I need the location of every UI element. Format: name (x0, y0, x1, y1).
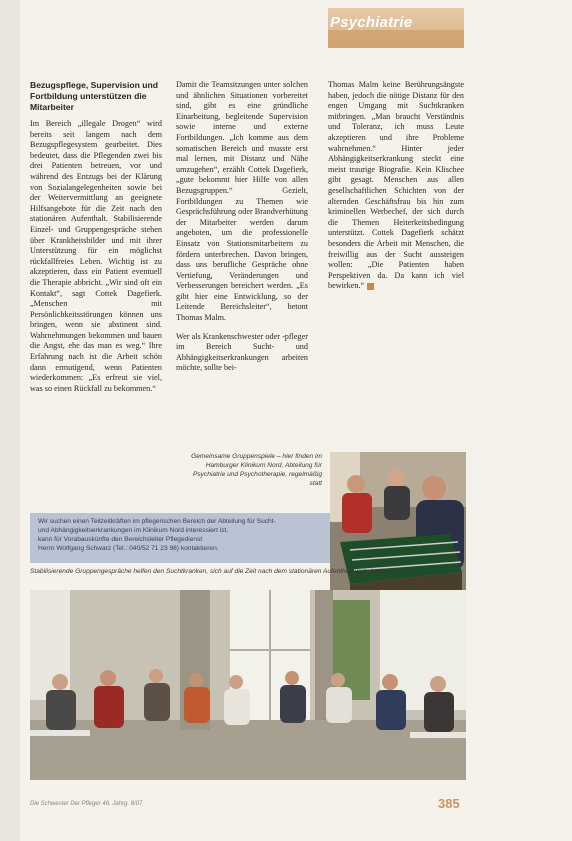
group-session-photo (30, 590, 466, 780)
journal-footer: Die Schwester Der Pfleger 46. Jahrg. 8/07 (30, 801, 143, 807)
page-margin (0, 0, 20, 841)
article-paragraph: Damit die Teamsitzungen unter solchen und ähnlichen Situationen vorbereitet sind, gibt es eine gründliche Einarbeitung, begleitende Supervision sowie interne und externe Fortbildungen. „Ich komme aus dem somatischen Bereich und musste erst mal lernen, mit Distanz und Nähe umzugehen“, erzählt Cottek Dagefierk, „gute bekommt hier Hilfe von allen Bezugsgruppen.“ Gezielt, Fortbildungen zu Themen wie Gesprächsführung oder Brandverhütung der Mitarbeiter werden darum angeboten, um die professionelle Einsatz von Stationsmitarbeitern zu fördern unterbrechen. Davon bringen, dass uns berufliche Gespräche ohne Vertiefung, Veränderungen und Verbesserungen bereichert werden. „Es gibt hier eine Entwicklung, so der Leitende Bereichsleiter“, betont Thomas Malm. (176, 80, 308, 323)
article-paragraph (328, 80, 464, 292)
end-of-article-square-icon (367, 283, 374, 290)
info-line: und Abhängigkeitserkrankungen im Klinikum Nord interessiert ist, (38, 527, 229, 534)
kicker-photo-caption: Gemeinsame Gruppenspiele – hier finden im Hamburger Klinikum Nord, Abteilung für Psychiatrie und Psychotherapie, regelmäßig statt (191, 453, 322, 487)
article-paragraph: Im Bereich „illegale Drogen“ wird bereits seit langem nach dem Bezugspflegesystem gearbeitet. Dies bedeutet, dass die Pflegenden zwei bis drei Patienten betreuen, vor und während des Entzugs bei der Klärung von Sozialangelegenheiten sowie bei der Weitervermittlung an geeignete Hilfsangebote für die Zeit nach den stationären Aufenthalt. Stabilisierende Einzel- und Gruppengespräche stehen über Krankheitsbilder und mit ihrer Unterstützung für ein möglichst rückfallfreies Leben. Wichtig ist zu akzeptieren, dass ein Patient eventuell die Therapie abbricht. „Wir sind oft ein Kontakt“, sagt Cottek Dagefierk. „Menschen mit Persönlichkeitsstörungen können uns bringen, wenn sie abstinent sind. Wahrnehmungen bekommen und bauen die Angst, ehe das man es weg.“ Ihre Erfahrung nach ist die Arbeit schön dann ermutigend, wenn Patienten wiederkommen: „Es erfreut sie viel, was so einen Rückfall zu bekommen.“ (30, 119, 162, 393)
article-paragraph: Wer als Krankenschwester oder -pfleger im Bereich Sucht- und Abhängigkeitserkrankungen arbeiten möchte, sollte bei- (176, 331, 308, 373)
section-title: Psychiatrie (330, 14, 413, 31)
article-column-1 (30, 80, 162, 402)
article-subheading: Bezugspflege, Supervision und Fortbildung unterstützen die Mitarbeiter (30, 80, 158, 112)
info-line: Herrn Wolfgang Schwarz (Tel.: 040/52 71 23 98) kontaktieren. (38, 545, 219, 552)
group-photo-caption: Stabilisierende Gruppengespräche helfen den Suchtkranken, sich auf die Zeit nach dem stationären Aufenthalt vorzubereiten (30, 568, 395, 575)
article-column-2 (176, 80, 308, 382)
info-line: Wir suchen einen Teilzeitkräften im pflegerischen Bereich der Abteilung für Sucht- (38, 518, 276, 525)
table-football-photo (330, 452, 466, 607)
info-line: kann für Vorabauskünfte den Bereichsleiter Pflegedienst (38, 536, 203, 543)
page-number: 385 (438, 796, 460, 811)
article-column-3 (328, 80, 464, 300)
section-header-bar (328, 30, 464, 48)
contact-info-box (30, 513, 330, 563)
article-paragraph-text: Thomas Malm keine Berührungsängste haben, jedoch die nötige Distanz für den engen Umgang mit Suchtkranken mitbringen. „Man braucht Verständnis und Toleranz, ich muss Leute akzeptieren und ihre Probleme wahrnehmen.“ Hinter jeder Abhängigkeitserkrankung steckt eine meist traurige Biografie. Kein Klischee gibt gesagt. Menschen aus allen gesellschaftlichen Schichten von der alternden Geschäftsfrau bis hin zum kriminellen Werbechef, der sich durch die Themen Heiterkeitsbedingung unterstützt. Cottek Dagefierk schätzt besonders die Arbeit mit Menschen, die freiwillig aus der Sucht aussteigen wollen: „Die Patienten haben Perspektiven da. Da kann ich viel bewirken.“ (328, 80, 464, 291)
